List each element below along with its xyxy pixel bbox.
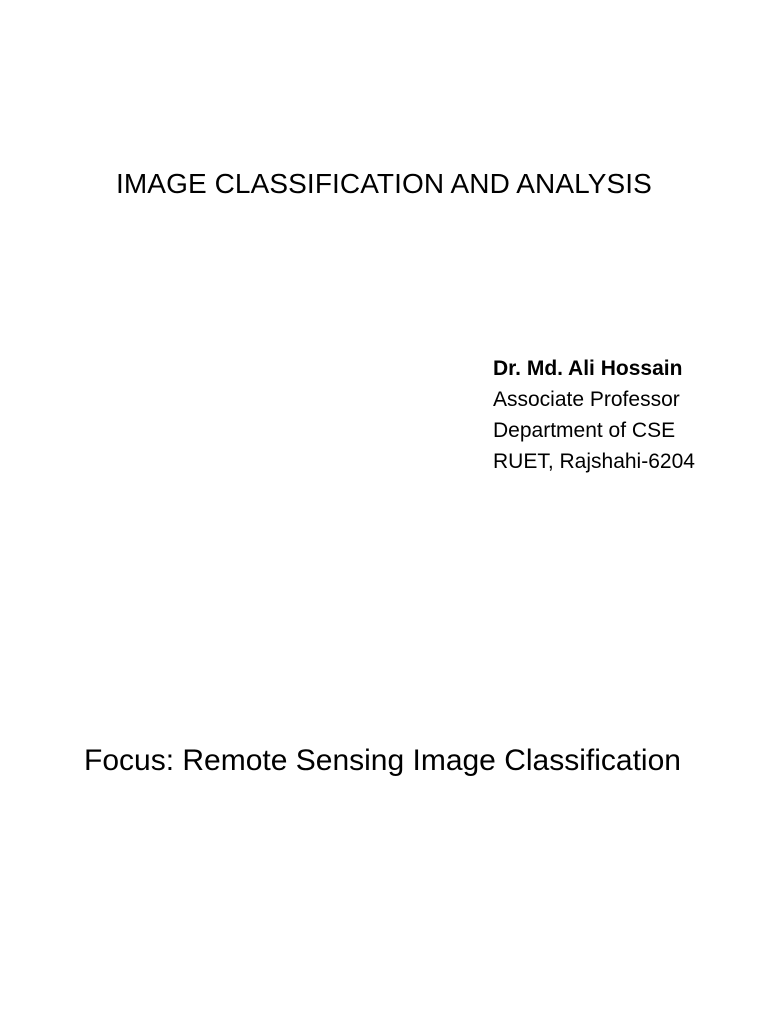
author-name: Dr. Md. Ali Hossain (493, 357, 683, 380)
author-info (493, 353, 695, 477)
focus-statement: Focus: Remote Sensing Image Classification (84, 744, 681, 777)
author-department: Department of CSE (493, 419, 676, 442)
author-institution: RUET, Rajshahi-6204 (493, 450, 695, 473)
document-title: IMAGE CLASSIFICATION AND ANALYSIS (116, 168, 652, 199)
author-position: Associate Professor (493, 388, 680, 411)
